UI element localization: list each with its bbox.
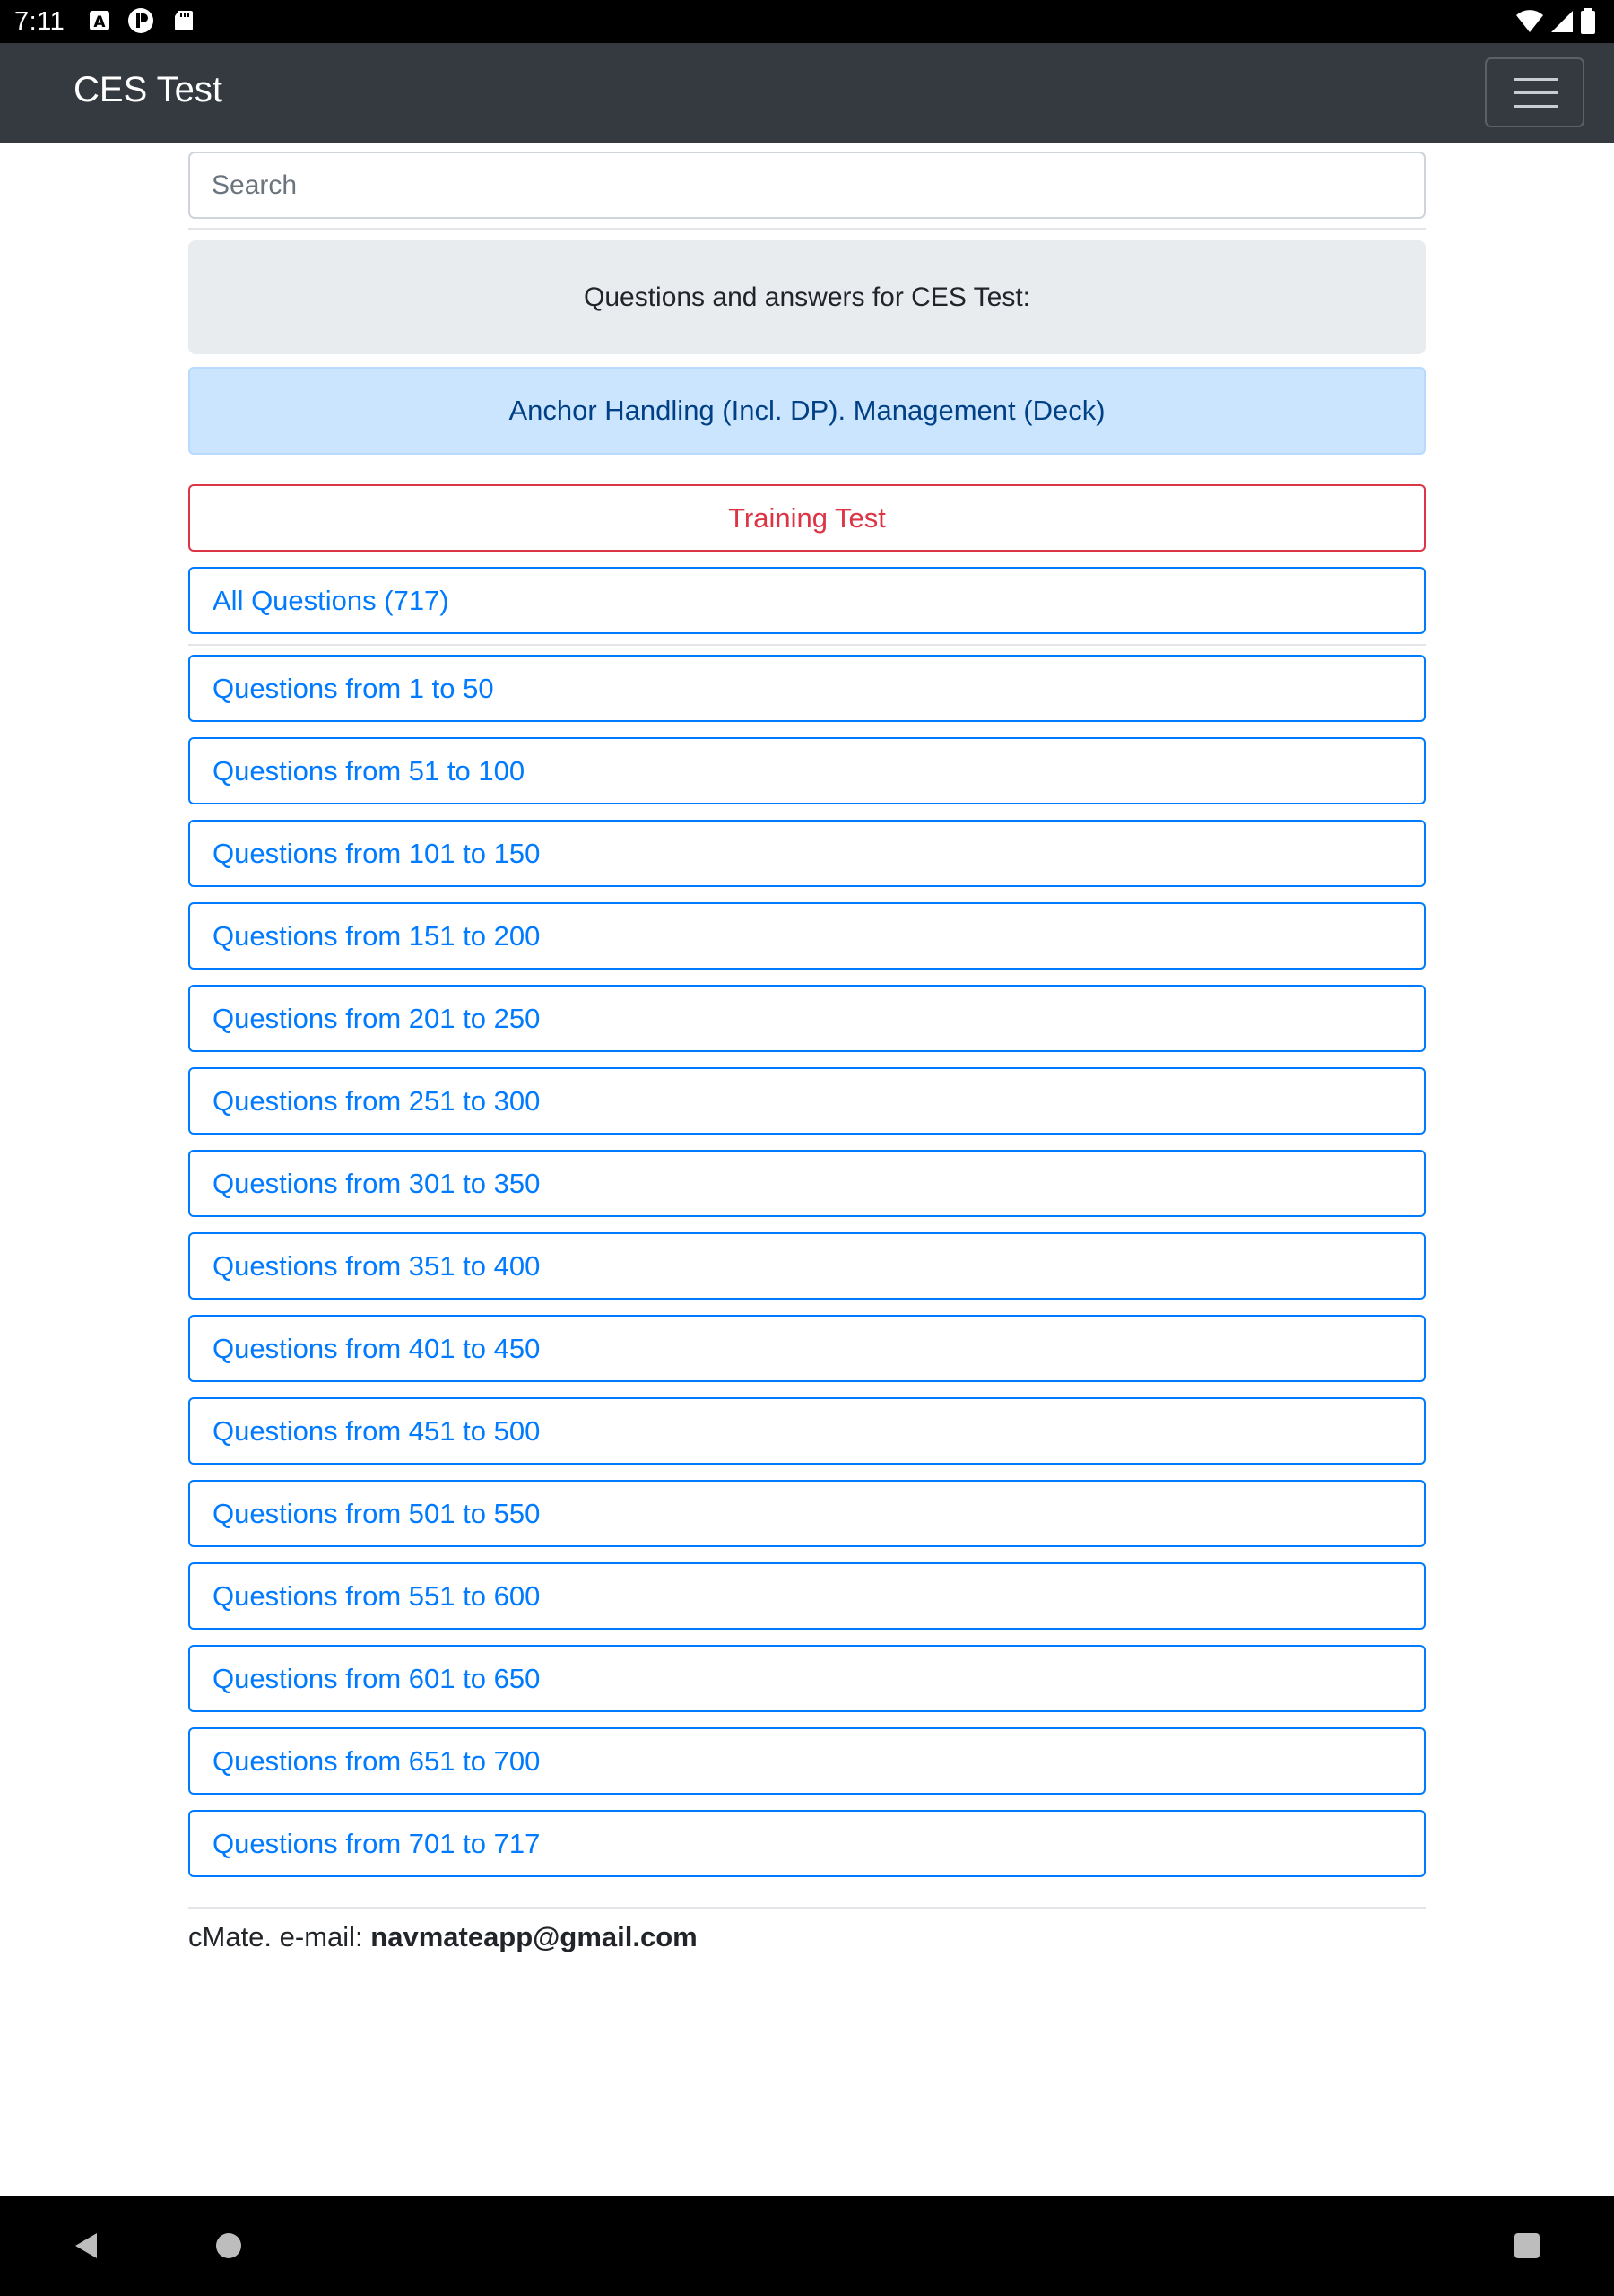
battery-icon xyxy=(1580,8,1596,35)
svg-text:A: A xyxy=(93,13,106,31)
range-button-451-500[interactable]: Questions from 451 to 500 xyxy=(188,1397,1426,1465)
status-time: 7:11 xyxy=(14,7,65,36)
range-button-251-300[interactable]: Questions from 251 to 300 xyxy=(188,1067,1426,1135)
range-button-1-50[interactable]: Questions from 1 to 50 xyxy=(188,655,1426,722)
system-nav-bar xyxy=(0,2196,1614,2296)
recorder-icon xyxy=(127,7,154,34)
status-icons xyxy=(1515,7,1596,36)
divider xyxy=(188,228,1426,230)
range-button-201-250[interactable]: Questions from 201 to 250 xyxy=(188,985,1426,1052)
range-button-551-600[interactable]: Questions from 551 to 600 xyxy=(188,1562,1426,1630)
intro-panel xyxy=(188,240,1426,354)
recents-square-icon[interactable] xyxy=(1504,2222,1550,2269)
training-test-button[interactable]: Training Test xyxy=(188,484,1426,552)
range-button-401-450[interactable]: Questions from 401 to 450 xyxy=(188,1315,1426,1382)
a-badge-icon xyxy=(88,9,111,32)
status-bar xyxy=(0,0,1614,43)
range-button-101-150[interactable]: Questions from 101 to 150 xyxy=(188,820,1426,887)
sd-card-icon xyxy=(172,9,195,32)
footer xyxy=(188,1921,698,1953)
divider xyxy=(188,644,1426,646)
home-circle-icon[interactable] xyxy=(205,2222,252,2269)
app-bar xyxy=(0,43,1614,144)
app-title[interactable]: CES Test xyxy=(74,70,222,109)
range-button-501-550[interactable]: Questions from 501 to 550 xyxy=(188,1480,1426,1547)
category-text: Anchor Handling (Incl. DP). Management (Deck) xyxy=(508,395,1106,426)
category-alert xyxy=(188,367,1426,455)
range-button-351-400[interactable]: Questions from 351 to 400 xyxy=(188,1232,1426,1300)
all-questions-button[interactable]: All Questions (717) xyxy=(188,567,1426,634)
wifi-icon xyxy=(1515,9,1544,34)
range-button-151-200[interactable]: Questions from 151 to 200 xyxy=(188,902,1426,970)
range-button-601-650[interactable]: Questions from 601 to 650 xyxy=(188,1645,1426,1712)
divider xyxy=(188,1907,1426,1909)
range-button-701-717[interactable]: Questions from 701 to 717 xyxy=(188,1810,1426,1877)
menu-toggle-button[interactable] xyxy=(1485,57,1584,127)
range-button-301-350[interactable]: Questions from 301 to 350 xyxy=(188,1150,1426,1217)
range-button-51-100[interactable]: Questions from 51 to 100 xyxy=(188,737,1426,804)
intro-text: Questions and answers for CES Test: xyxy=(583,282,1031,312)
range-button-651-700[interactable]: Questions from 651 to 700 xyxy=(188,1727,1426,1795)
back-triangle-icon[interactable] xyxy=(63,2222,109,2269)
footer-email[interactable]: navmateapp@gmail.com xyxy=(370,1921,698,1952)
footer-label: cMate. e-mail: xyxy=(188,1921,371,1952)
signal-icon xyxy=(1549,9,1575,34)
search-input[interactable] xyxy=(188,152,1426,219)
